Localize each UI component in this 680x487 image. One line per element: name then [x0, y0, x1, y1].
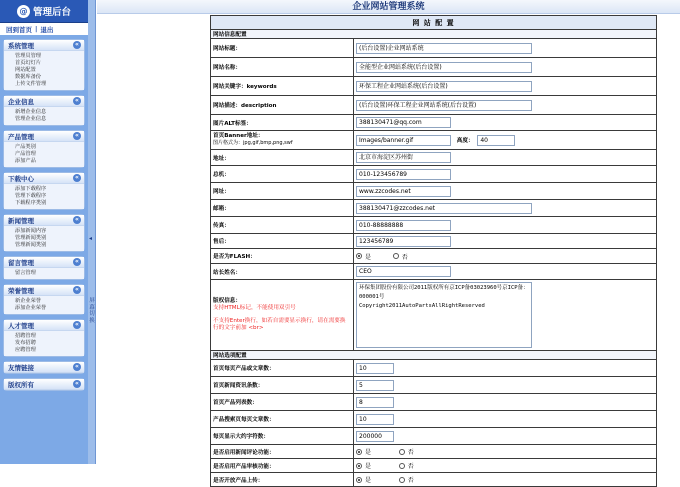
sidebar-panel: [3, 361, 85, 374]
banner-height-input[interactable]: 40: [477, 135, 515, 146]
sidebar-item[interactable]: 产品类别: [15, 144, 36, 150]
sidebar-item[interactable]: 新企业荣誉: [15, 298, 41, 304]
banner-label: 首页Banner地址：: [213, 133, 264, 139]
sidebar-panel-header[interactable]: [4, 173, 84, 184]
collapse-chevron-icon[interactable]: «: [73, 132, 81, 140]
logout-link[interactable]: 退出: [40, 25, 54, 34]
sidebar-panel-items: [4, 226, 84, 251]
sidebar-panel: [3, 319, 85, 357]
review-no-label: 否: [407, 463, 414, 470]
email-label: 邮箱：: [211, 200, 354, 217]
sidebar-panel-header[interactable]: [4, 362, 84, 373]
collapse-chevron-icon[interactable]: «: [73, 258, 81, 266]
upload-yes-radio[interactable]: [356, 477, 362, 483]
sidebar-panel-header[interactable]: [4, 96, 84, 107]
sidebar-item[interactable]: 应聘管理: [15, 347, 36, 353]
flash-label: 是否为FLASH：: [211, 249, 354, 264]
alt-label: 图片ALT标签：: [211, 115, 354, 131]
flash-no-label: 否: [401, 253, 408, 261]
sidebar-panel-header[interactable]: [4, 131, 84, 142]
screen-toggle-bar[interactable]: [88, 0, 96, 464]
sidebar-panel-items: [4, 268, 84, 279]
main-area: [97, 0, 680, 484]
sidebar-item[interactable]: 数据库备份: [15, 74, 41, 80]
home-news-label: 首页新闻资讯条数：: [211, 377, 354, 394]
comment-no-label: 否: [407, 449, 414, 456]
sidebar-item[interactable]: 添加产品: [15, 158, 36, 164]
sidebar-panel-title: 友情链接: [8, 363, 34, 372]
sidebar-item[interactable]: 添加企业荣誉: [15, 305, 47, 311]
description-input[interactable]: (后台设置)环保工程企业网站系统(后台设置): [356, 100, 532, 111]
site-name-label: 网站名称：: [211, 58, 354, 77]
sidebar-panel: [3, 214, 85, 252]
address-label: 地址：: [211, 150, 354, 166]
banner-height-label: 高度：: [456, 138, 474, 144]
sidebar-panel-header[interactable]: [4, 257, 84, 268]
sidebar-panel: [3, 256, 85, 280]
top-links: [0, 23, 88, 35]
phone-input[interactable]: 010-123456789: [356, 169, 451, 180]
copyright-label-cell: [211, 280, 354, 351]
sidebar-panel: [3, 172, 85, 210]
link-separator: |: [35, 25, 38, 33]
home-link[interactable]: 回到首页: [6, 25, 32, 34]
enable-review-label: 是否启用产品审核功能：: [211, 459, 354, 473]
collapse-chevron-icon[interactable]: «: [73, 286, 81, 294]
site-config-form: [210, 15, 657, 487]
sidebar-panel-header[interactable]: [4, 40, 84, 51]
collapse-chevron-icon[interactable]: «: [73, 41, 81, 49]
sidebar-panel: [3, 284, 85, 315]
sidebar-panel-items: [4, 184, 84, 209]
screen-toggle-label: 屏幕切换: [89, 298, 95, 324]
search-per-page-input[interactable]: 10: [356, 414, 394, 425]
sidebar-panel-items: [4, 296, 84, 314]
copyright-textarea[interactable]: 环保集团股份有限公司2011版权所有京ICP备03023960号京ICP备：000001号 Copyright2011AutoPartsAllRightReserved: [356, 282, 532, 348]
sidebar-panel-title: 留言管理: [8, 258, 34, 267]
collapse-chevron-icon[interactable]: «: [73, 174, 81, 182]
section-site-info: 网站信息配置: [211, 30, 657, 39]
sidebar-item[interactable]: 产品管理: [15, 151, 36, 157]
fax-input[interactable]: 010-88888888: [356, 220, 451, 231]
keywords-input[interactable]: 环保工程企业网站系统(后台设置): [356, 81, 532, 92]
upload-no-label: 否: [407, 477, 414, 484]
collapse-chevron-icon[interactable]: «: [73, 216, 81, 224]
collapse-chevron-icon[interactable]: «: [73, 363, 81, 371]
comment-no-radio[interactable]: [399, 449, 405, 455]
upload-no-radio[interactable]: [399, 477, 405, 483]
after-sale-label: 售后：: [211, 234, 354, 249]
owner-input[interactable]: CEO: [356, 266, 451, 277]
title-chars-input[interactable]: 200000: [356, 431, 394, 442]
flash-yes-label: 是: [365, 253, 372, 261]
banner-format-hint: 图片格式为：jpg,gif,bmp,png,swf: [213, 140, 293, 146]
home-product-list-input[interactable]: 8: [356, 397, 394, 408]
sidebar-panel-header[interactable]: [4, 379, 84, 390]
phone-label: 总机：: [211, 166, 354, 183]
sidebar-item[interactable]: 首页幻灯片: [15, 60, 41, 66]
sidebar-item[interactable]: 网站配置: [15, 67, 36, 73]
sidebar-panel: [3, 130, 85, 168]
sidebar-item[interactable]: 添加新闻内容: [15, 228, 47, 234]
review-no-radio[interactable]: [399, 463, 405, 469]
sidebar-item[interactable]: 招聘管理: [15, 333, 36, 339]
sidebar-panel-header[interactable]: [4, 285, 84, 296]
title-chars-label: 每页显示大约字符数：: [211, 428, 354, 445]
sidebar-panel-title: 产品管理: [8, 132, 34, 141]
main-title: 企业网站管理系统: [97, 0, 680, 14]
sidebar-item[interactable]: 添加下载程序: [15, 186, 47, 192]
sidebar-panel-title: 下载中心: [8, 174, 34, 183]
sidebar-panel-title: 企业信息: [8, 97, 34, 106]
sidebar-panel-title: 新闻管理: [8, 216, 34, 225]
site-title-input[interactable]: (后台设置)企业网站系统: [356, 43, 532, 54]
banner-input[interactable]: Images/banner.gif: [356, 135, 451, 146]
review-yes-label: 是: [365, 463, 372, 470]
copyright-label: 版权信息：: [213, 298, 241, 304]
sidebar-panel: [3, 95, 85, 126]
website-input[interactable]: www.zzcodes.net: [356, 186, 451, 197]
form-caption: 网 站 配 置: [211, 16, 657, 30]
collapse-chevron-icon[interactable]: «: [73, 380, 81, 388]
sidebar-item[interactable]: 管理员管理: [15, 53, 41, 59]
email-input[interactable]: 388130471@zzcodes.net: [356, 203, 532, 214]
sidebar-panel-items: [4, 51, 84, 90]
collapse-arrow-icon[interactable]: ◂: [89, 235, 93, 242]
sidebar-panel: [3, 39, 85, 91]
address-input[interactable]: 北京市海淀区苏州街: [356, 152, 451, 163]
sidebar-panels: [0, 39, 88, 391]
enable-comment-label: 是否启用新闻评论功能：: [211, 445, 354, 459]
sidebar-panel-title: 版权所有: [8, 380, 34, 389]
admin-title: 管理后台: [32, 7, 71, 18]
home-news-input[interactable]: 5: [356, 380, 394, 391]
description-label: 网站描述：description: [211, 96, 354, 115]
sidebar-item[interactable]: 上传文件管理: [15, 81, 47, 87]
site-name-input[interactable]: 全能型企业网站系统(后台设置): [356, 62, 532, 73]
collapse-chevron-icon[interactable]: «: [73, 321, 81, 329]
section-site-options: 网站选项配置: [211, 351, 657, 360]
admin-logo: [0, 0, 88, 23]
after-sale-input[interactable]: 123456789: [356, 236, 451, 247]
sidebar-item[interactable]: 新增企业信息: [15, 109, 47, 115]
sidebar-panel-title: 荣誉管理: [8, 286, 34, 295]
alt-input[interactable]: 388130471@qq.com: [356, 117, 451, 128]
sidebar-item[interactable]: 下载程序类别: [15, 200, 47, 206]
sidebar-item[interactable]: 管理企业信息: [15, 116, 47, 122]
review-yes-radio[interactable]: [356, 463, 362, 469]
sidebar-item[interactable]: 发布招聘: [15, 340, 36, 346]
search-per-page-label: 产品搜索页每页文章数：: [211, 411, 354, 428]
sidebar-item[interactable]: 管理新闻类别: [15, 235, 47, 241]
sidebar-panel-items: [4, 107, 84, 125]
collapse-chevron-icon[interactable]: «: [73, 97, 81, 105]
fax-label: 传真：: [211, 217, 354, 234]
sidebar-panel-title: 人才管理: [8, 321, 34, 330]
sidebar-panel-items: [4, 331, 84, 356]
home-products-label: 首页每页产品或文章数：: [211, 360, 354, 377]
sidebar-item[interactable]: 管理下载程序: [15, 193, 47, 199]
sidebar-item[interactable]: 留言管理: [15, 270, 36, 276]
enable-upload-label: 是否开放产品上传：: [211, 473, 354, 487]
banner-label-cell: [211, 131, 354, 150]
sidebar-panel-header[interactable]: [4, 320, 84, 331]
sidebar-panel-header[interactable]: [4, 215, 84, 226]
sidebar-panel-items: [4, 142, 84, 167]
flash-yes-radio[interactable]: [356, 253, 362, 259]
upload-yes-label: 是: [365, 477, 372, 484]
sidebar-panel: [3, 378, 85, 391]
comment-yes-radio[interactable]: [356, 449, 362, 455]
copyright-note-html: 支持HTML标记，不能使用双引号: [213, 305, 296, 311]
sidebar-panel-title: 系统管理: [8, 41, 34, 50]
flash-no-radio[interactable]: [393, 253, 399, 259]
home-product-list-label: 首页产品列表数：: [211, 394, 354, 411]
at-logo-icon: @: [17, 5, 30, 18]
sidebar: [0, 0, 88, 464]
website-label: 网址：: [211, 183, 354, 200]
keywords-label: 网站关键字：keywords: [211, 77, 354, 96]
copyright-note-enter: 不支持Enter换行，如若自需要显示换行，请在需要换行的文字前加 <br>: [213, 318, 346, 331]
sidebar-item[interactable]: 管理新闻类别: [15, 242, 47, 248]
comment-yes-label: 是: [365, 449, 372, 456]
home-products-input[interactable]: 10: [356, 363, 394, 374]
owner-label: 站长姓名：: [211, 264, 354, 280]
site-title-label: 网站标题：: [211, 39, 354, 58]
